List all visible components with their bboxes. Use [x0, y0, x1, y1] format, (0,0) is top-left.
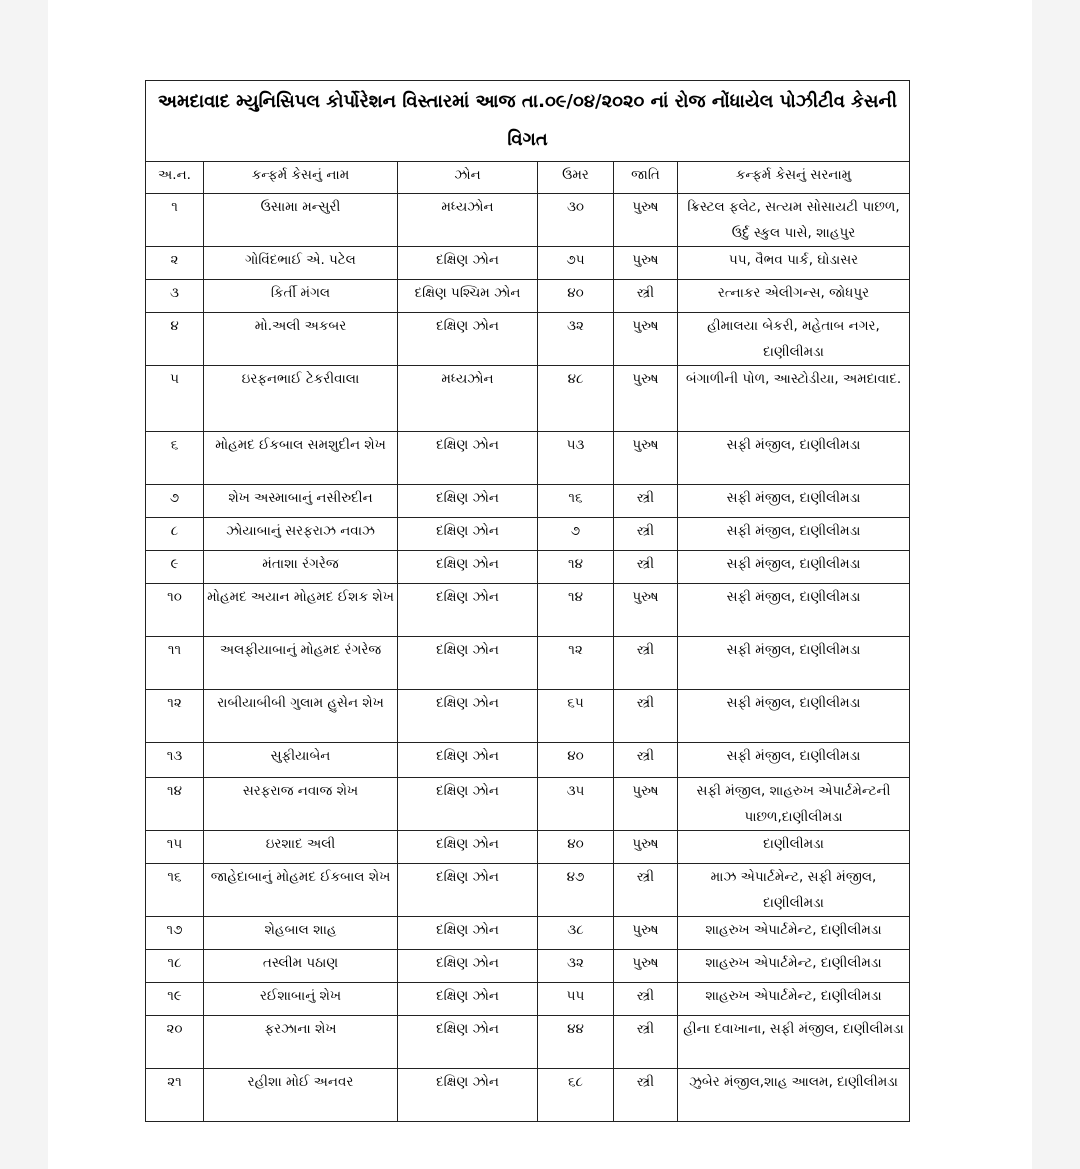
cell-name: તસ્લીમ પઠાણ	[204, 950, 398, 983]
cell-gender: પુરુષ	[614, 432, 678, 485]
cell-zone: મધ્યઝોન	[398, 194, 538, 247]
header-age: ઉમર	[538, 162, 614, 194]
table-row	[146, 743, 910, 778]
cell-sr: ૮	[146, 518, 204, 551]
cell-zone: દક્ષિણ ઝોન	[398, 1069, 538, 1122]
cell-name: ફરઝાના શેખ	[204, 1016, 398, 1069]
table-row	[146, 690, 910, 743]
cell-address: સફી મંજીલ, દાણીલીમડા	[678, 518, 910, 551]
cell-address: ક્રિસ્ટલ ફલેટ, સત્યમ સોસાયટી પાછળ, ઉર્દુ સ્કુલ પાસે, શાહપુર	[678, 194, 910, 247]
cell-age: ૩૨	[538, 313, 614, 366]
table-row	[146, 247, 910, 280]
cell-address: શાહરુખ એપાર્ટમેન્ટ, દાણીલીમડા	[678, 950, 910, 983]
cell-gender: સ્ત્રી	[614, 280, 678, 313]
cell-zone: દક્ષિણ ઝોન	[398, 637, 538, 690]
header-row	[146, 162, 910, 194]
cell-gender: સ્ત્રી	[614, 637, 678, 690]
cell-name: સરફરાજ નવાજ શેખ	[204, 778, 398, 831]
cell-age: ૪૮	[538, 366, 614, 432]
cell-zone: દક્ષિણ ઝોન	[398, 518, 538, 551]
cell-address: ઝુબેર મંજીલ,શાહ આલમ, દાણીલીમડા	[678, 1069, 910, 1122]
table-row	[146, 983, 910, 1016]
cell-gender: પુરુષ	[614, 194, 678, 247]
table-row	[146, 584, 910, 637]
cell-age: ૧૬	[538, 485, 614, 518]
cell-sr: ૧૭	[146, 917, 204, 950]
cell-address: સફી મંજીલ, દાણીલીમડા	[678, 690, 910, 743]
cell-address: શાહરુખ એપાર્ટમેન્ટ, દાણીલીમડા	[678, 917, 910, 950]
cell-address: સફી મંજીલ, શાહરુખ એપાર્ટમેન્ટની પાછળ,દાણીલીમડા	[678, 778, 910, 831]
cell-gender: સ્ત્રી	[614, 518, 678, 551]
cell-sr: ૧૪	[146, 778, 204, 831]
cell-age: ૩૫	[538, 778, 614, 831]
cell-gender: સ્ત્રી	[614, 983, 678, 1016]
cell-gender: પુરુષ	[614, 950, 678, 983]
cell-sr: ૧૫	[146, 831, 204, 864]
cell-sr: ૧૨	[146, 690, 204, 743]
cell-name: શેખ અસ્માબાનું નસીરુદીન	[204, 485, 398, 518]
cell-sr: ૨૦	[146, 1016, 204, 1069]
cell-sr: ૧૩	[146, 743, 204, 778]
cell-name: મોહમદ અયાન મોહમદ ઈશક શેખ	[204, 584, 398, 637]
table-row	[146, 917, 910, 950]
cell-address: બંગાળીની પોળ, આસ્ટોડીયા, અમદાવાદ.	[678, 366, 910, 432]
cell-address: માઝ એપાર્ટમેન્ટ, સફી મંજીલ, દાણીલીમડા	[678, 864, 910, 917]
cell-gender: સ્ત્રી	[614, 551, 678, 584]
cell-name: ઝોયાબાનું સરફરાઝ નવાઝ	[204, 518, 398, 551]
cell-gender: સ્ત્રી	[614, 1069, 678, 1122]
cell-name: ઇરશાદ અલી	[204, 831, 398, 864]
cell-name: કિર્તી મંગલ	[204, 280, 398, 313]
cell-age: ૪૦	[538, 743, 614, 778]
cell-zone: દક્ષિણ ઝોન	[398, 313, 538, 366]
cell-address: સફી મંજીલ, દાણીલીમડા	[678, 432, 910, 485]
header-sr: અ.ન.	[146, 162, 204, 194]
cell-address: સફી મંજીલ, દાણીલીમડા	[678, 551, 910, 584]
table-row	[146, 485, 910, 518]
cell-name: શેહબાલ શાહ	[204, 917, 398, 950]
cell-sr: ૭	[146, 485, 204, 518]
cell-gender: પુરુષ	[614, 831, 678, 864]
cell-age: ૩૮	[538, 917, 614, 950]
table-row	[146, 313, 910, 366]
header-zone: ઝોન	[398, 162, 538, 194]
cell-address: શાહરુખ એપાર્ટમેન્ટ, દાણીલીમડા	[678, 983, 910, 1016]
cell-zone: દક્ષિણ ઝોન	[398, 247, 538, 280]
table-body	[146, 194, 910, 1122]
table-row	[146, 518, 910, 551]
cell-address: હીના દવાખાના, સફી મંજીલ, દાણીલીમડા	[678, 1016, 910, 1069]
cell-age: ૪૦	[538, 280, 614, 313]
cell-sr: ૩	[146, 280, 204, 313]
table-row	[146, 280, 910, 313]
cell-sr: ૬	[146, 432, 204, 485]
document-page	[48, 0, 1032, 1169]
table-row	[146, 831, 910, 864]
cell-gender: પુરુષ	[614, 917, 678, 950]
cell-gender: સ્ત્રી	[614, 1016, 678, 1069]
cell-address: ૫૫, વૈભવ પાર્ક, ઘોડાસર	[678, 247, 910, 280]
cell-sr: ૨	[146, 247, 204, 280]
cell-zone: મધ્યઝોન	[398, 366, 538, 432]
cell-gender: સ્ત્રી	[614, 690, 678, 743]
header-name: કન્ફર્મ કેસનું નામ	[204, 162, 398, 194]
positive-cases-table	[145, 80, 910, 1122]
cell-address: હીમાલયા બેકરી, મહેતાબ નગર, દાણીલીમડા	[678, 313, 910, 366]
cell-zone: દક્ષિણ ઝોન	[398, 485, 538, 518]
cell-address: સફી મંજીલ, દાણીલીમડા	[678, 584, 910, 637]
table-row	[146, 778, 910, 831]
table-row	[146, 551, 910, 584]
table-row	[146, 1069, 910, 1122]
cell-gender: પુરુષ	[614, 247, 678, 280]
cell-zone: દક્ષિણ ઝોન	[398, 432, 538, 485]
cell-sr: ૧૧	[146, 637, 204, 690]
header-gender: જાતિ	[614, 162, 678, 194]
cell-zone: દક્ષિણ ઝોન	[398, 778, 538, 831]
cell-name: ઉસામા મન્સુરી	[204, 194, 398, 247]
cell-zone: દક્ષિણ ઝોન	[398, 917, 538, 950]
table-title: અમદાવાદ મ્યુનિસિપલ કોર્પોરેશન વિસ્તારમાં આજ તા.૦૯/૦૪/૨૦૨૦ નાં રોજ નોંધાયેલ પોઝીટીવ કેસની વિગત	[146, 81, 910, 162]
cell-sr: ૧૦	[146, 584, 204, 637]
cell-age: ૩૦	[538, 194, 614, 247]
cell-gender: પુરુષ	[614, 366, 678, 432]
cell-age: ૫૫	[538, 983, 614, 1016]
table-row	[146, 366, 910, 432]
cell-sr: ૫	[146, 366, 204, 432]
cell-age: ૬૮	[538, 1069, 614, 1122]
cell-age: ૩૨	[538, 950, 614, 983]
cell-age: ૭	[538, 518, 614, 551]
cell-gender: પુરુષ	[614, 778, 678, 831]
table-row	[146, 637, 910, 690]
cell-age: ૧૪	[538, 584, 614, 637]
cell-zone: દક્ષિણ ઝોન	[398, 831, 538, 864]
cell-address: સફી મંજીલ, દાણીલીમડા	[678, 485, 910, 518]
table-row	[146, 864, 910, 917]
cell-age: ૧૨	[538, 637, 614, 690]
cell-sr: ૪	[146, 313, 204, 366]
cell-name: મો.અલી અકબર	[204, 313, 398, 366]
cell-sr: ૯	[146, 551, 204, 584]
cell-age: ૪૭	[538, 864, 614, 917]
cell-name: મંતાશા રંગરેજ	[204, 551, 398, 584]
cell-zone: દક્ષિણ ઝોન	[398, 584, 538, 637]
cell-gender: સ્ત્રી	[614, 485, 678, 518]
cell-gender: પુરુષ	[614, 313, 678, 366]
cell-sr: ૨૧	[146, 1069, 204, 1122]
cell-name: ઇરફનભાઈ ટેકરીવાલા	[204, 366, 398, 432]
cell-sr: ૧૮	[146, 950, 204, 983]
cell-name: સુફીયાબેન	[204, 743, 398, 778]
cell-age: ૬૫	[538, 690, 614, 743]
table-row	[146, 432, 910, 485]
cell-name: રહીશા મોઈ અનવર	[204, 1069, 398, 1122]
cell-name: રાબીયાબીબી ગુલામ હુસેન શેખ	[204, 690, 398, 743]
cell-gender: પુરુષ	[614, 584, 678, 637]
table-row	[146, 194, 910, 247]
cell-zone: દક્ષિણ ઝોન	[398, 950, 538, 983]
cell-zone: દક્ષિણ ઝોન	[398, 1016, 538, 1069]
cell-zone: દક્ષિણ પશ્ચિમ ઝોન	[398, 280, 538, 313]
cell-name: જાહેદાબાનું મોહમદ ઈકબાલ શેખ	[204, 864, 398, 917]
cell-zone: દક્ષિણ ઝોન	[398, 551, 538, 584]
cell-age: ૫૩	[538, 432, 614, 485]
cell-zone: દક્ષિણ ઝોન	[398, 743, 538, 778]
cell-sr: ૧૯	[146, 983, 204, 1016]
table-row	[146, 1016, 910, 1069]
cell-age: ૭૫	[538, 247, 614, 280]
cell-zone: દક્ષિણ ઝોન	[398, 864, 538, 917]
cell-name: મોહમદ ઈકબાલ સમશુદીન શેખ	[204, 432, 398, 485]
header-address: કન્ફર્મ કેસનું સરનામુ	[678, 162, 910, 194]
cell-name: રઈશાબાનું શેખ	[204, 983, 398, 1016]
cell-gender: સ્ત્રી	[614, 743, 678, 778]
table-row	[146, 950, 910, 983]
cell-age: ૪૪	[538, 1016, 614, 1069]
cell-sr: ૧૬	[146, 864, 204, 917]
cell-name: ગોવિંદભાઈ એ. પટેલ	[204, 247, 398, 280]
cell-address: સફી મંજીલ, દાણીલીમડા	[678, 637, 910, 690]
cell-gender: સ્ત્રી	[614, 864, 678, 917]
cell-age: ૧૪	[538, 551, 614, 584]
cell-sr: ૧	[146, 194, 204, 247]
cell-address: દાણીલીમડા	[678, 831, 910, 864]
cell-name: અલફીયાબાનું મોહમદ રંગરેજ	[204, 637, 398, 690]
cell-address: રત્નાકર એલીગન્સ, જોધપુર	[678, 280, 910, 313]
cell-address: સફી મંજીલ, દાણીલીમડા	[678, 743, 910, 778]
cell-zone: દક્ષિણ ઝોન	[398, 983, 538, 1016]
cell-age: ૪૦	[538, 831, 614, 864]
cell-zone: દક્ષિણ ઝોન	[398, 690, 538, 743]
